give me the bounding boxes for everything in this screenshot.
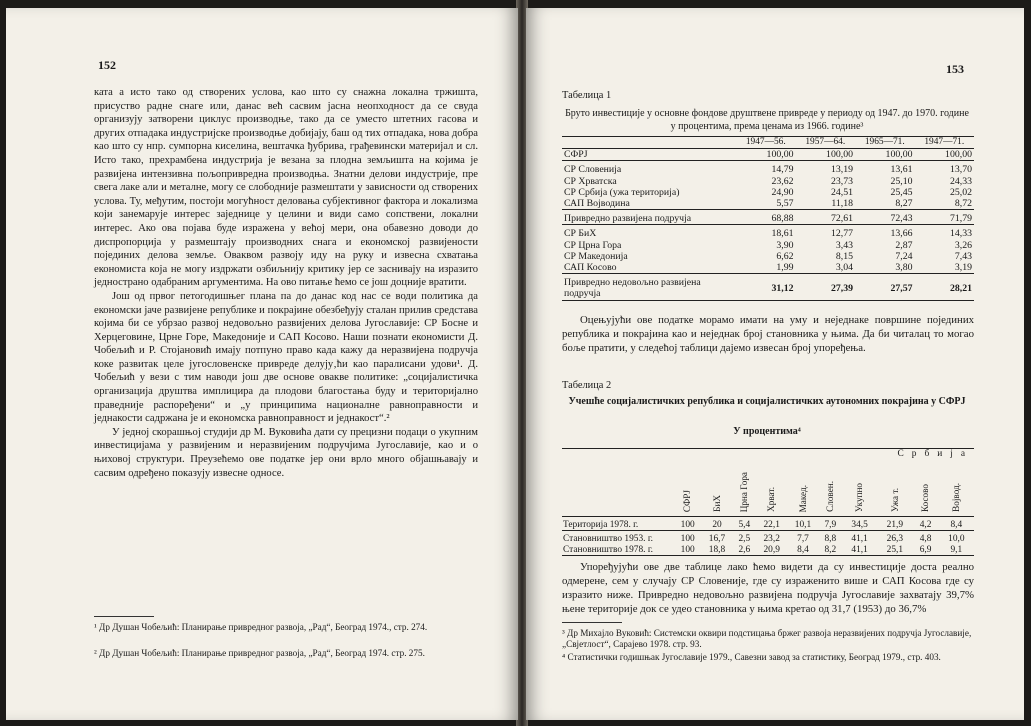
table-cell: 2,6 — [738, 544, 751, 555]
column-header — [787, 460, 818, 517]
table-row — [562, 251, 974, 262]
footnote: ³ Др Михајло Вуковић: Системски оквири подстицања бржег развоја неразвијених подручја Југославије, „Свјетлост“, Сарајево 1978. стр. 93. — [562, 628, 972, 650]
page-number: 152 — [98, 58, 116, 72]
table-row — [562, 225, 974, 240]
table-cell: 14,33 — [949, 228, 972, 240]
row-label: Привредно недовољно развијена подручја — [564, 277, 701, 300]
table-cell: 25,1 — [886, 544, 904, 555]
table-cell: 8,27 — [895, 198, 913, 210]
row-label: СР Словенија — [564, 164, 622, 176]
table-cell: 3,90 — [776, 239, 794, 251]
left-page — [6, 8, 518, 720]
table-cell: 8,8 — [824, 534, 837, 545]
paragraph: У једној скорашњој студији др М. Вуковића дати су прецизни подаци о укупним инвестицијама у развијеним и неразвијеним подручјима Југославије, као и о њиховој структури. Преузећемо ове податке јер они врло много објашњавају и сасвим одређено показују извесне односе. — [94, 426, 478, 479]
table-cell: 11,18 — [831, 198, 853, 210]
footnote-rule — [562, 622, 622, 623]
paragraph-conclusion — [562, 560, 974, 616]
table-cell: 31,12 — [771, 282, 794, 294]
table-cell: 27,39 — [830, 282, 853, 294]
table-cell: 1,99 — [776, 262, 794, 274]
column-header: 1965—71. — [864, 137, 905, 147]
table-cell: 26,3 — [886, 534, 904, 545]
table-cell: 27,57 — [890, 282, 913, 294]
right-page — [526, 8, 1024, 720]
table-cell: 8,72 — [954, 198, 972, 210]
table-cell: 41,1 — [851, 544, 868, 555]
column-header — [733, 460, 756, 517]
table-cell: 2,87 — [895, 239, 913, 251]
column-header: 1947—71. — [924, 137, 965, 147]
table-cell: 3,04 — [835, 262, 853, 274]
table-cell: 25,02 — [949, 186, 972, 198]
table-cell: 12,77 — [830, 228, 853, 240]
srbija-header: Србија — [897, 449, 973, 459]
row-label: СР Србија (ужа територија) — [564, 186, 680, 198]
paragraph: Оцењујући ове податке морамо имати на уму и неједнаке површине појединих република и покрајина као и неједнак број становника у њима. Да би читалац то могао боље пратити, у следећој таблици дајемо извесан број упоређења. — [562, 314, 974, 354]
column-header-label: Словен. — [825, 481, 836, 512]
table-cell: 7,24 — [895, 250, 913, 262]
row-label: САП Војводина — [564, 198, 630, 210]
column-header-label: Војвод. — [951, 483, 962, 512]
table-cell: 8,4 — [797, 544, 809, 555]
footnote-rule — [94, 616, 154, 617]
table-cell: 100 — [680, 519, 695, 530]
table1-label: Табелица 1 — [562, 90, 612, 101]
table-cell: 100,00 — [885, 149, 913, 161]
table-row — [562, 161, 974, 176]
table2-label: Табелица 2 — [562, 380, 612, 391]
table-cell: 24,51 — [830, 186, 853, 198]
row-label: Привредно развијена подручја — [564, 213, 692, 225]
table-cell: 100,00 — [945, 149, 972, 161]
table-cell: 28,21 — [949, 282, 972, 294]
table-header-row — [562, 137, 974, 149]
table-cell: 13,70 — [949, 164, 972, 176]
table-cell: 10,1 — [794, 519, 812, 530]
table-cell: 9,1 — [950, 544, 963, 555]
column-header: 1957—64. — [805, 137, 846, 147]
table-cell: 13,61 — [890, 164, 913, 176]
table-row — [562, 545, 974, 556]
table-cell: 100 — [680, 534, 695, 545]
table-row — [562, 176, 974, 187]
table-row — [562, 149, 974, 161]
row-label: СР Македонија — [564, 250, 628, 262]
table-cell: 71,79 — [949, 213, 972, 225]
table2-subcaption: У процентима⁴ — [733, 426, 801, 437]
column-header-label: Ужа т. — [889, 487, 900, 512]
paragraph: ката а исто тако од створених услова, као што су снажна локална тржишта, присуство радне снаге или, данас већ сасвим јасна неопходност да се свуда организују затворени циклус производње, тако да се уместо штетних гасова и других отпадака индустријске производње добијају, баш од тих отпадака, нова добра као што су нпр. сумпорна киселина, вештачка ђубрива, грађевински материјал и сл. Исто тако, прехрамбена индустрија је везана за плодна земљишта на којима је развијена интензивна пољопривредна производња. Знатни делови индустрије, пре свега лаке али и металне, могу се слободније размештати у зависности од створених услова. Ту, међутим, постоји могућност деловања субјективног фактора и локализма који занемарује интерес заједнице у целини и види само сопствени, локални интерес. Ако ова појава буде изражена у већој мери, она обавезно доводи до диспропорција у размештају производних снага и економској развијености појединих делова земље. Оваквом развоју иду на руку и извесна схватања економиста која не могу издржати озбиљнију критику јер се заснивају на изразито једнострано одабраним аргументима. На ово питање ћемо се још доцније вратити. — [94, 87, 478, 289]
column-header — [912, 460, 938, 517]
table-cell: 4,2 — [919, 519, 932, 530]
footnote: ⁴ Статистички годишњак Југославије 1979., Савезни завод за статистику, Београд 1979., стр. 403. — [562, 652, 941, 662]
table-row — [562, 240, 974, 251]
table-cell: 13,19 — [830, 164, 853, 176]
investment-table — [562, 136, 974, 301]
table-cell: 3,26 — [954, 239, 972, 251]
table-cell: 20 — [712, 519, 722, 530]
row-label: СР Хрватска — [564, 175, 617, 187]
share-table — [562, 448, 974, 556]
table-cell: 100,00 — [766, 149, 794, 161]
table-cell: 22,1 — [763, 519, 780, 530]
table-cell: 72,61 — [830, 213, 853, 225]
table-cell: 100 — [680, 544, 695, 555]
table-cell: 23,2 — [763, 534, 780, 545]
table1-caption: Бруто инвестиције у основне фондове друштвене привреде у периоду од 1947. до 1970. године у процентима, према ценама из 1966. године³ — [565, 108, 969, 132]
column-header-label: Укупно — [854, 482, 865, 512]
table-body — [562, 149, 974, 300]
table2-caption: Учешће социјалистичких република и социјалистичких аутономних покрајина у СФРЈ — [568, 396, 966, 407]
table-cell: 7,9 — [824, 519, 837, 530]
table-cell: 3,43 — [835, 239, 853, 251]
row-label: Територија 1978. г. — [563, 519, 639, 530]
column-header — [756, 460, 787, 517]
column-header: 1947—56. — [745, 137, 786, 147]
column-header-label: Хрват. — [766, 487, 777, 512]
table-cell: 3,19 — [954, 262, 972, 274]
table-cell: 13,66 — [890, 228, 913, 240]
table-cell: 7,7 — [797, 534, 809, 545]
table-cell: 5,57 — [776, 198, 794, 210]
left-body-text — [94, 86, 478, 480]
table-cell: 23,73 — [830, 175, 853, 187]
table-row — [562, 262, 974, 274]
column-header — [939, 460, 974, 517]
table-cell: 25,45 — [890, 186, 913, 198]
column-header-label: Макед. — [797, 484, 808, 512]
table-cell: 72,43 — [890, 213, 913, 225]
column-header-label: СФРЈ — [682, 489, 693, 512]
column-header — [819, 460, 842, 517]
table-cell: 25,10 — [890, 175, 913, 187]
table-cell: 5,4 — [738, 519, 751, 530]
table-cell: 41,1 — [851, 534, 868, 545]
column-header-label: Косово — [920, 483, 931, 512]
table-cell: 14,79 — [771, 164, 794, 176]
table-body — [562, 516, 974, 556]
row-label: Становништво 1953. г. — [563, 534, 653, 545]
table-row — [562, 274, 974, 300]
table-cell: 7,43 — [954, 250, 972, 262]
row-label: СФРЈ — [564, 149, 588, 161]
table-cell: 6,9 — [919, 544, 932, 555]
table-cell: 8,2 — [824, 544, 837, 555]
page-number: 153 — [946, 62, 964, 76]
table-row — [562, 516, 974, 531]
footnote: ¹ Др Душан Чобељић: Планирање привредног развоја, „Рад“, Београд 1974., стр. 274. — [94, 622, 428, 632]
table-row — [562, 531, 974, 545]
column-header — [877, 460, 912, 517]
paragraph-comparison — [562, 313, 974, 355]
paragraph: Још од првог петогодишњег плана па до данас код нас се води политика да економски јаче развијене републике и покрајине обезбеђују сталан прилив средстава којима би се убрзао развој недовољно развијених делова Југославије: СР Босне и Херцеговине, Црне Горе, Македоније и САП Косово. Наши познати економисти Д. Чобељић и Р. Стојановић имају потпуно право када кажу да неразвијена подручја коке развитак целе југословенске привреде делују‚ћи као паралисани удови¹. Д. Чобељић у вези с тим наводи још две основе овакве политике: „социјалистичка организација друштва имплицира да плодови благостања буду и територијално праведније распоређени“ и „у принципима националне равноправности и једнакости садржана је и економска равноправност и једнакост“.² — [94, 290, 478, 425]
column-header — [842, 460, 877, 517]
table-cell: 21,9 — [886, 519, 904, 530]
table-row — [562, 210, 974, 225]
table-cell: 4,8 — [919, 534, 932, 545]
table-cell: 34,5 — [851, 519, 868, 530]
footnote: ² Др Душан Чобељић: Планирање привредног развоја, „Рад“, Београд 1974. стр. 275. — [94, 648, 425, 658]
row-label: СР БиХ — [564, 228, 597, 240]
table-row — [562, 198, 974, 210]
table-cell: 8,4 — [950, 519, 963, 530]
table-cell: 20,9 — [763, 544, 780, 555]
table-cell: 16,7 — [708, 534, 726, 545]
table-header-row — [562, 460, 974, 517]
table-cell: 24,33 — [949, 175, 972, 187]
column-header — [674, 460, 701, 517]
row-label: СР Црна Гора — [564, 239, 622, 251]
table-cell: 10,0 — [948, 534, 965, 545]
table-cell: 68,88 — [771, 213, 794, 225]
column-header-label: Црна Гора — [739, 471, 750, 512]
table-cell: 3,80 — [895, 262, 913, 274]
column-header-label: БиХ — [711, 495, 722, 512]
table-cell: 8,15 — [835, 250, 853, 262]
table-cell: 23,62 — [771, 175, 794, 187]
table-cell: 18,61 — [771, 228, 794, 240]
table-cell: 100,00 — [826, 149, 853, 161]
table-cell: 24,90 — [771, 186, 794, 198]
column-header — [701, 460, 732, 517]
table-cell: 6,62 — [776, 250, 794, 262]
row-label: Становништво 1978. г. — [563, 544, 653, 555]
table-cell: 18,8 — [708, 544, 726, 555]
row-label: САП Косово — [564, 262, 617, 274]
table-row — [562, 187, 974, 198]
paragraph: Упоређујући ове две таблице лако ћемо видети да су инвестиције доста реално одмерене, сем у случају СР Словеније, где су израженито више и САП Косова где су изразито ниже. Привредно недовољно развијена подручја Југославије захватају 39,7% њене територије док се удео становника у њима кретао од 31,7 (1953) до 36,7% — [562, 561, 974, 615]
table-group-header-row — [562, 449, 974, 460]
table-cell: 2,5 — [738, 534, 751, 545]
